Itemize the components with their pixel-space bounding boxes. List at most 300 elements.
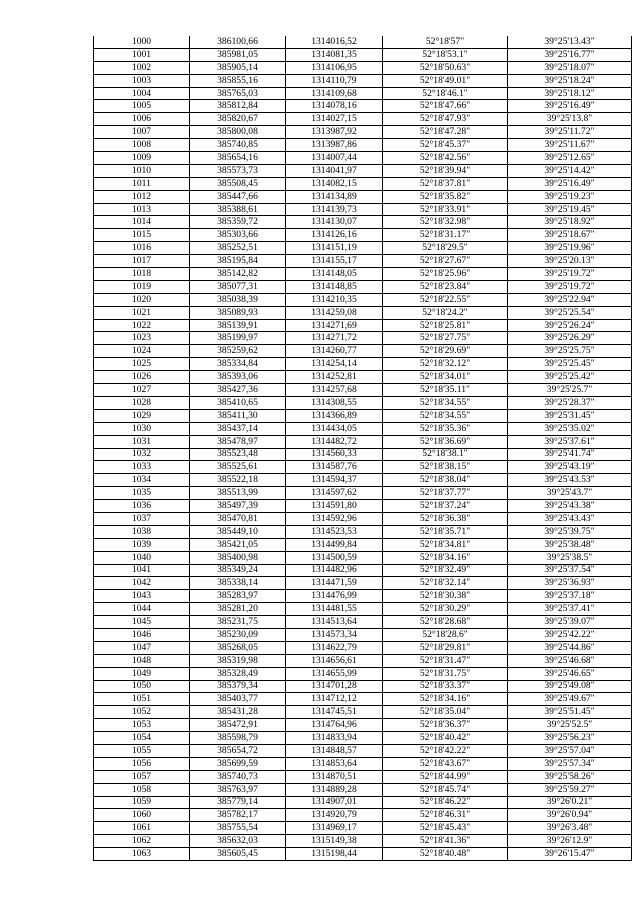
x-coordinate-cell: 385393,06 xyxy=(190,371,286,384)
x-coordinate-cell: 385800,08 xyxy=(190,126,286,139)
longitude-cell: 39°25'49.08" xyxy=(508,680,632,693)
longitude-cell: 39°25'18.67" xyxy=(508,229,632,242)
longitude-cell: 39°25'25.54" xyxy=(508,306,632,319)
latitude-cell: 52°18'31.75" xyxy=(383,667,508,680)
table-row xyxy=(94,590,632,603)
y-coordinate-cell: 1314210,35 xyxy=(286,293,383,306)
latitude-cell: 52°18'50.63" xyxy=(383,61,508,74)
y-coordinate-cell: 1314110,79 xyxy=(286,74,383,87)
point-number-cell: 1003 xyxy=(94,74,190,87)
table-row xyxy=(94,280,632,293)
point-number-cell: 1013 xyxy=(94,203,190,216)
x-coordinate-cell: 385447,66 xyxy=(190,190,286,203)
y-coordinate-cell: 1314148,05 xyxy=(286,268,383,281)
table-row xyxy=(94,796,632,809)
point-number-cell: 1030 xyxy=(94,422,190,435)
latitude-cell: 52°18'32.12" xyxy=(383,358,508,371)
x-coordinate-cell: 385283,97 xyxy=(190,590,286,603)
x-coordinate-cell: 385740,85 xyxy=(190,139,286,152)
y-coordinate-cell: 1314027,15 xyxy=(286,113,383,126)
table-row xyxy=(94,577,632,590)
table-row xyxy=(94,332,632,345)
y-coordinate-cell: 1314594,37 xyxy=(286,474,383,487)
latitude-cell: 52°18'47.28" xyxy=(383,126,508,139)
longitude-cell: 39°25'19.45" xyxy=(508,203,632,216)
table-row xyxy=(94,822,632,835)
x-coordinate-cell: 385259,62 xyxy=(190,345,286,358)
x-coordinate-cell: 385195,84 xyxy=(190,255,286,268)
y-coordinate-cell: 1314155,17 xyxy=(286,255,383,268)
y-coordinate-cell: 1314151,19 xyxy=(286,242,383,255)
table-row xyxy=(94,306,632,319)
longitude-cell: 39°25'59.27" xyxy=(508,783,632,796)
latitude-cell: 52°18'57" xyxy=(383,36,508,48)
x-coordinate-cell: 385525,61 xyxy=(190,461,286,474)
point-number-cell: 1022 xyxy=(94,319,190,332)
table-row xyxy=(94,461,632,474)
table-row xyxy=(94,293,632,306)
y-coordinate-cell: 1314082,15 xyxy=(286,177,383,190)
longitude-cell: 39°25'13.43" xyxy=(508,36,632,48)
point-number-cell: 1060 xyxy=(94,809,190,822)
latitude-cell: 52°18'32.49" xyxy=(383,564,508,577)
longitude-cell: 39°25'43.19" xyxy=(508,461,632,474)
y-coordinate-cell: 1314853,64 xyxy=(286,757,383,770)
point-number-cell: 1004 xyxy=(94,87,190,100)
point-number-cell: 1020 xyxy=(94,293,190,306)
y-coordinate-cell: 1314848,57 xyxy=(286,744,383,757)
latitude-cell: 52°18'22.55" xyxy=(383,293,508,306)
latitude-cell: 52°18'32.14" xyxy=(383,577,508,590)
longitude-cell: 39°25'18.92" xyxy=(508,216,632,229)
longitude-cell: 39°26'0.21" xyxy=(508,796,632,809)
table-row xyxy=(94,719,632,732)
latitude-cell: 52°18'32.98" xyxy=(383,216,508,229)
point-number-cell: 1040 xyxy=(94,551,190,564)
table-row xyxy=(94,319,632,332)
table-row xyxy=(94,474,632,487)
x-coordinate-cell: 385470,81 xyxy=(190,512,286,525)
table-row xyxy=(94,100,632,113)
point-number-cell: 1009 xyxy=(94,152,190,165)
x-coordinate-cell: 385605,45 xyxy=(190,848,286,861)
coordinates-document xyxy=(93,36,631,861)
table-row xyxy=(94,242,632,255)
x-coordinate-cell: 385449,10 xyxy=(190,525,286,538)
x-coordinate-cell: 385508,45 xyxy=(190,177,286,190)
latitude-cell: 52°18'45.37" xyxy=(383,139,508,152)
x-coordinate-cell: 385522,18 xyxy=(190,474,286,487)
y-coordinate-cell: 1314106,95 xyxy=(286,61,383,74)
x-coordinate-cell: 385782,17 xyxy=(190,809,286,822)
point-number-cell: 1052 xyxy=(94,706,190,719)
x-coordinate-cell: 385303,66 xyxy=(190,229,286,242)
longitude-cell: 39°25'25.75" xyxy=(508,345,632,358)
latitude-cell: 52°18'36.37" xyxy=(383,719,508,732)
table-row xyxy=(94,616,632,629)
point-number-cell: 1027 xyxy=(94,384,190,397)
longitude-cell: 39°25'19.72" xyxy=(508,268,632,281)
longitude-cell: 39°25'19.72" xyxy=(508,280,632,293)
coordinates-table-body xyxy=(94,36,632,861)
y-coordinate-cell: 1314573,34 xyxy=(286,628,383,641)
y-coordinate-cell: 1314712,12 xyxy=(286,693,383,706)
table-row xyxy=(94,628,632,641)
x-coordinate-cell: 385338,14 xyxy=(190,577,286,590)
y-coordinate-cell: 1314257,68 xyxy=(286,384,383,397)
table-row xyxy=(94,538,632,551)
longitude-cell: 39°25'26.24" xyxy=(508,319,632,332)
table-row xyxy=(94,358,632,371)
longitude-cell: 39°25'20.13" xyxy=(508,255,632,268)
point-number-cell: 1017 xyxy=(94,255,190,268)
longitude-cell: 39°25'18.24" xyxy=(508,74,632,87)
table-row xyxy=(94,164,632,177)
x-coordinate-cell: 385598,79 xyxy=(190,732,286,745)
latitude-cell: 52°18'35.71" xyxy=(383,525,508,538)
y-coordinate-cell: 1314126,16 xyxy=(286,229,383,242)
x-coordinate-cell: 385654,72 xyxy=(190,744,286,757)
x-coordinate-cell: 385379,34 xyxy=(190,680,286,693)
point-number-cell: 1032 xyxy=(94,448,190,461)
point-number-cell: 1046 xyxy=(94,628,190,641)
point-number-cell: 1021 xyxy=(94,306,190,319)
longitude-cell: 39°25'57.04" xyxy=(508,744,632,757)
latitude-cell: 52°18'35.82" xyxy=(383,190,508,203)
x-coordinate-cell: 385437,14 xyxy=(190,422,286,435)
x-coordinate-cell: 385513,99 xyxy=(190,487,286,500)
longitude-cell: 39°25'25.7" xyxy=(508,384,632,397)
point-number-cell: 1025 xyxy=(94,358,190,371)
x-coordinate-cell: 385812,84 xyxy=(190,100,286,113)
x-coordinate-cell: 385281,20 xyxy=(190,603,286,616)
latitude-cell: 52°18'38.04" xyxy=(383,474,508,487)
longitude-cell: 39°25'43.7" xyxy=(508,487,632,500)
point-number-cell: 1058 xyxy=(94,783,190,796)
table-row xyxy=(94,641,632,654)
point-number-cell: 1059 xyxy=(94,796,190,809)
y-coordinate-cell: 1314655,99 xyxy=(286,667,383,680)
x-coordinate-cell: 385740,73 xyxy=(190,770,286,783)
point-number-cell: 1056 xyxy=(94,757,190,770)
x-coordinate-cell: 385699,59 xyxy=(190,757,286,770)
longitude-cell: 39°25'43.53" xyxy=(508,474,632,487)
longitude-cell: 39°25'37.61" xyxy=(508,435,632,448)
y-coordinate-cell: 1314130,07 xyxy=(286,216,383,229)
longitude-cell: 39°25'25.45" xyxy=(508,358,632,371)
y-coordinate-cell: 1315198,44 xyxy=(286,848,383,861)
y-coordinate-cell: 1314148,85 xyxy=(286,280,383,293)
x-coordinate-cell: 385319,98 xyxy=(190,654,286,667)
latitude-cell: 52°18'40.48" xyxy=(383,848,508,861)
x-coordinate-cell: 385855,16 xyxy=(190,74,286,87)
point-number-cell: 1010 xyxy=(94,164,190,177)
x-coordinate-cell: 385654,16 xyxy=(190,152,286,165)
table-row xyxy=(94,345,632,358)
y-coordinate-cell: 1314622,79 xyxy=(286,641,383,654)
y-coordinate-cell: 1314109,68 xyxy=(286,87,383,100)
x-coordinate-cell: 385359,72 xyxy=(190,216,286,229)
latitude-cell: 52°18'34.55" xyxy=(383,409,508,422)
x-coordinate-cell: 385573,73 xyxy=(190,164,286,177)
point-number-cell: 1055 xyxy=(94,744,190,757)
y-coordinate-cell: 1314597,62 xyxy=(286,487,383,500)
longitude-cell: 39°25'16.49" xyxy=(508,100,632,113)
table-row xyxy=(94,783,632,796)
table-row xyxy=(94,203,632,216)
x-coordinate-cell: 385199,97 xyxy=(190,332,286,345)
latitude-cell: 52°18'34.16" xyxy=(383,551,508,564)
y-coordinate-cell: 1314259,08 xyxy=(286,306,383,319)
table-row xyxy=(94,126,632,139)
y-coordinate-cell: 1314134,89 xyxy=(286,190,383,203)
longitude-cell: 39°25'19.23" xyxy=(508,190,632,203)
longitude-cell: 39°26'3.48" xyxy=(508,822,632,835)
latitude-cell: 52°18'41.36" xyxy=(383,835,508,848)
point-number-cell: 1049 xyxy=(94,667,190,680)
longitude-cell: 39°25'38.48" xyxy=(508,538,632,551)
point-number-cell: 1015 xyxy=(94,229,190,242)
x-coordinate-cell: 385139,91 xyxy=(190,319,286,332)
x-coordinate-cell: 385472,91 xyxy=(190,719,286,732)
x-coordinate-cell: 385431,28 xyxy=(190,706,286,719)
x-coordinate-cell: 385523,48 xyxy=(190,448,286,461)
table-row xyxy=(94,809,632,822)
latitude-cell: 52°18'38.1" xyxy=(383,448,508,461)
latitude-cell: 52°18'35.11" xyxy=(383,384,508,397)
table-row xyxy=(94,371,632,384)
longitude-cell: 39°25'25.42" xyxy=(508,371,632,384)
x-coordinate-cell: 385763,97 xyxy=(190,783,286,796)
y-coordinate-cell: 1314482,72 xyxy=(286,435,383,448)
longitude-cell: 39°25'36.93" xyxy=(508,577,632,590)
point-number-cell: 1023 xyxy=(94,332,190,345)
longitude-cell: 39°25'44.86" xyxy=(508,641,632,654)
point-number-cell: 1019 xyxy=(94,280,190,293)
point-number-cell: 1008 xyxy=(94,139,190,152)
x-coordinate-cell: 385328,49 xyxy=(190,667,286,680)
longitude-cell: 39°25'56.23" xyxy=(508,732,632,745)
table-row xyxy=(94,732,632,745)
latitude-cell: 52°18'49.01" xyxy=(383,74,508,87)
longitude-cell: 39°25'43.38" xyxy=(508,500,632,513)
table-row xyxy=(94,229,632,242)
table-row xyxy=(94,61,632,74)
table-row xyxy=(94,113,632,126)
latitude-cell: 52°18'34.81" xyxy=(383,538,508,551)
table-row xyxy=(94,848,632,861)
y-coordinate-cell: 1314016,52 xyxy=(286,36,383,48)
point-number-cell: 1016 xyxy=(94,242,190,255)
table-row xyxy=(94,36,632,48)
longitude-cell: 39°25'38.5" xyxy=(508,551,632,564)
latitude-cell: 52°18'34.01" xyxy=(383,371,508,384)
x-coordinate-cell: 385142,82 xyxy=(190,268,286,281)
latitude-cell: 52°18'35.04" xyxy=(383,706,508,719)
point-number-cell: 1005 xyxy=(94,100,190,113)
y-coordinate-cell: 1314271,69 xyxy=(286,319,383,332)
point-number-cell: 1038 xyxy=(94,525,190,538)
y-coordinate-cell: 1314701,28 xyxy=(286,680,383,693)
point-number-cell: 1048 xyxy=(94,654,190,667)
point-number-cell: 1057 xyxy=(94,770,190,783)
longitude-cell: 39°25'46.68" xyxy=(508,654,632,667)
longitude-cell: 39°25'39.07" xyxy=(508,616,632,629)
x-coordinate-cell: 385231,75 xyxy=(190,616,286,629)
longitude-cell: 39°25'16.49" xyxy=(508,177,632,190)
y-coordinate-cell: 1315149,38 xyxy=(286,835,383,848)
x-coordinate-cell: 385388,61 xyxy=(190,203,286,216)
longitude-cell: 39°25'11.67" xyxy=(508,139,632,152)
x-coordinate-cell: 385478,97 xyxy=(190,435,286,448)
x-coordinate-cell: 385230,09 xyxy=(190,628,286,641)
y-coordinate-cell: 1313987,86 xyxy=(286,139,383,152)
point-number-cell: 1001 xyxy=(94,48,190,61)
x-coordinate-cell: 385632,03 xyxy=(190,835,286,848)
table-row xyxy=(94,87,632,100)
table-row xyxy=(94,384,632,397)
point-number-cell: 1039 xyxy=(94,538,190,551)
point-number-cell: 1018 xyxy=(94,268,190,281)
longitude-cell: 39°25'13.8" xyxy=(508,113,632,126)
longitude-cell: 39°25'57.34" xyxy=(508,757,632,770)
point-number-cell: 1036 xyxy=(94,500,190,513)
x-coordinate-cell: 385400,98 xyxy=(190,551,286,564)
table-row xyxy=(94,603,632,616)
point-number-cell: 1053 xyxy=(94,719,190,732)
latitude-cell: 52°18'30.38" xyxy=(383,590,508,603)
point-number-cell: 1037 xyxy=(94,512,190,525)
latitude-cell: 52°18'35.36" xyxy=(383,422,508,435)
table-row xyxy=(94,680,632,693)
y-coordinate-cell: 1314523,53 xyxy=(286,525,383,538)
longitude-cell: 39°25'39.75" xyxy=(508,525,632,538)
longitude-cell: 39°25'51.45" xyxy=(508,706,632,719)
latitude-cell: 52°18'29.69" xyxy=(383,345,508,358)
table-row xyxy=(94,667,632,680)
latitude-cell: 52°18'28.6" xyxy=(383,628,508,641)
x-coordinate-cell: 385981,05 xyxy=(190,48,286,61)
longitude-cell: 39°25'37.41" xyxy=(508,603,632,616)
longitude-cell: 39°25'12.65" xyxy=(508,152,632,165)
latitude-cell: 52°18'33.91" xyxy=(383,203,508,216)
point-number-cell: 1062 xyxy=(94,835,190,848)
point-number-cell: 1033 xyxy=(94,461,190,474)
latitude-cell: 52°18'29.81" xyxy=(383,641,508,654)
longitude-cell: 39°26'0.94" xyxy=(508,809,632,822)
point-number-cell: 1000 xyxy=(94,36,190,48)
x-coordinate-cell: 385779,14 xyxy=(190,796,286,809)
table-row xyxy=(94,48,632,61)
longitude-cell: 39°25'31.45" xyxy=(508,409,632,422)
latitude-cell: 52°18'39.94" xyxy=(383,164,508,177)
latitude-cell: 52°18'37.81" xyxy=(383,177,508,190)
latitude-cell: 52°18'24.2" xyxy=(383,306,508,319)
latitude-cell: 52°18'46.1" xyxy=(383,87,508,100)
x-coordinate-cell: 385038,39 xyxy=(190,293,286,306)
y-coordinate-cell: 1314764,96 xyxy=(286,719,383,732)
y-coordinate-cell: 1314471,59 xyxy=(286,577,383,590)
table-row xyxy=(94,409,632,422)
point-number-cell: 1045 xyxy=(94,616,190,629)
point-number-cell: 1002 xyxy=(94,61,190,74)
table-row xyxy=(94,268,632,281)
point-number-cell: 1024 xyxy=(94,345,190,358)
point-number-cell: 1026 xyxy=(94,371,190,384)
table-row xyxy=(94,693,632,706)
latitude-cell: 52°18'38.15" xyxy=(383,461,508,474)
latitude-cell: 52°18'33.37" xyxy=(383,680,508,693)
point-number-cell: 1031 xyxy=(94,435,190,448)
longitude-cell: 39°25'37.18" xyxy=(508,590,632,603)
longitude-cell: 39°25'11.72" xyxy=(508,126,632,139)
longitude-cell: 39°25'58.26" xyxy=(508,770,632,783)
longitude-cell: 39°25'28.37" xyxy=(508,396,632,409)
latitude-cell: 52°18'37.24" xyxy=(383,500,508,513)
x-coordinate-cell: 385755,54 xyxy=(190,822,286,835)
x-coordinate-cell: 385403,77 xyxy=(190,693,286,706)
x-coordinate-cell: 385820,67 xyxy=(190,113,286,126)
latitude-cell: 52°18'31.47" xyxy=(383,654,508,667)
table-row xyxy=(94,177,632,190)
point-number-cell: 1007 xyxy=(94,126,190,139)
x-coordinate-cell: 385077,31 xyxy=(190,280,286,293)
longitude-cell: 39°25'46.65" xyxy=(508,667,632,680)
longitude-cell: 39°25'35.02" xyxy=(508,422,632,435)
table-row xyxy=(94,770,632,783)
latitude-cell: 52°18'44.99" xyxy=(383,770,508,783)
x-coordinate-cell: 385410,65 xyxy=(190,396,286,409)
table-row xyxy=(94,500,632,513)
y-coordinate-cell: 1314308,55 xyxy=(286,396,383,409)
latitude-cell: 52°18'27.67" xyxy=(383,255,508,268)
longitude-cell: 39°25'41.74" xyxy=(508,448,632,461)
table-row xyxy=(94,74,632,87)
y-coordinate-cell: 1314476,99 xyxy=(286,590,383,603)
y-coordinate-cell: 1314366,89 xyxy=(286,409,383,422)
latitude-cell: 52°18'30.29" xyxy=(383,603,508,616)
table-row xyxy=(94,551,632,564)
latitude-cell: 52°18'34.55" xyxy=(383,396,508,409)
latitude-cell: 52°18'23.84" xyxy=(383,280,508,293)
table-row xyxy=(94,706,632,719)
latitude-cell: 52°18'42.22" xyxy=(383,744,508,757)
table-row xyxy=(94,255,632,268)
longitude-cell: 39°25'16.77" xyxy=(508,48,632,61)
latitude-cell: 52°18'45.43" xyxy=(383,822,508,835)
table-row xyxy=(94,757,632,770)
y-coordinate-cell: 1314833,94 xyxy=(286,732,383,745)
table-row xyxy=(94,422,632,435)
point-number-cell: 1054 xyxy=(94,732,190,745)
latitude-cell: 52°18'46.22" xyxy=(383,796,508,809)
latitude-cell: 52°18'36.38" xyxy=(383,512,508,525)
table-row xyxy=(94,654,632,667)
point-number-cell: 1061 xyxy=(94,822,190,835)
x-coordinate-cell: 385765,03 xyxy=(190,87,286,100)
table-row xyxy=(94,525,632,538)
y-coordinate-cell: 1314920,79 xyxy=(286,809,383,822)
point-number-cell: 1051 xyxy=(94,693,190,706)
x-coordinate-cell: 385252,51 xyxy=(190,242,286,255)
point-number-cell: 1050 xyxy=(94,680,190,693)
latitude-cell: 52°18'36.69" xyxy=(383,435,508,448)
x-coordinate-cell: 385905,14 xyxy=(190,61,286,74)
y-coordinate-cell: 1314969,17 xyxy=(286,822,383,835)
y-coordinate-cell: 1314434,05 xyxy=(286,422,383,435)
x-coordinate-cell: 385411,30 xyxy=(190,409,286,422)
y-coordinate-cell: 1314260,77 xyxy=(286,345,383,358)
